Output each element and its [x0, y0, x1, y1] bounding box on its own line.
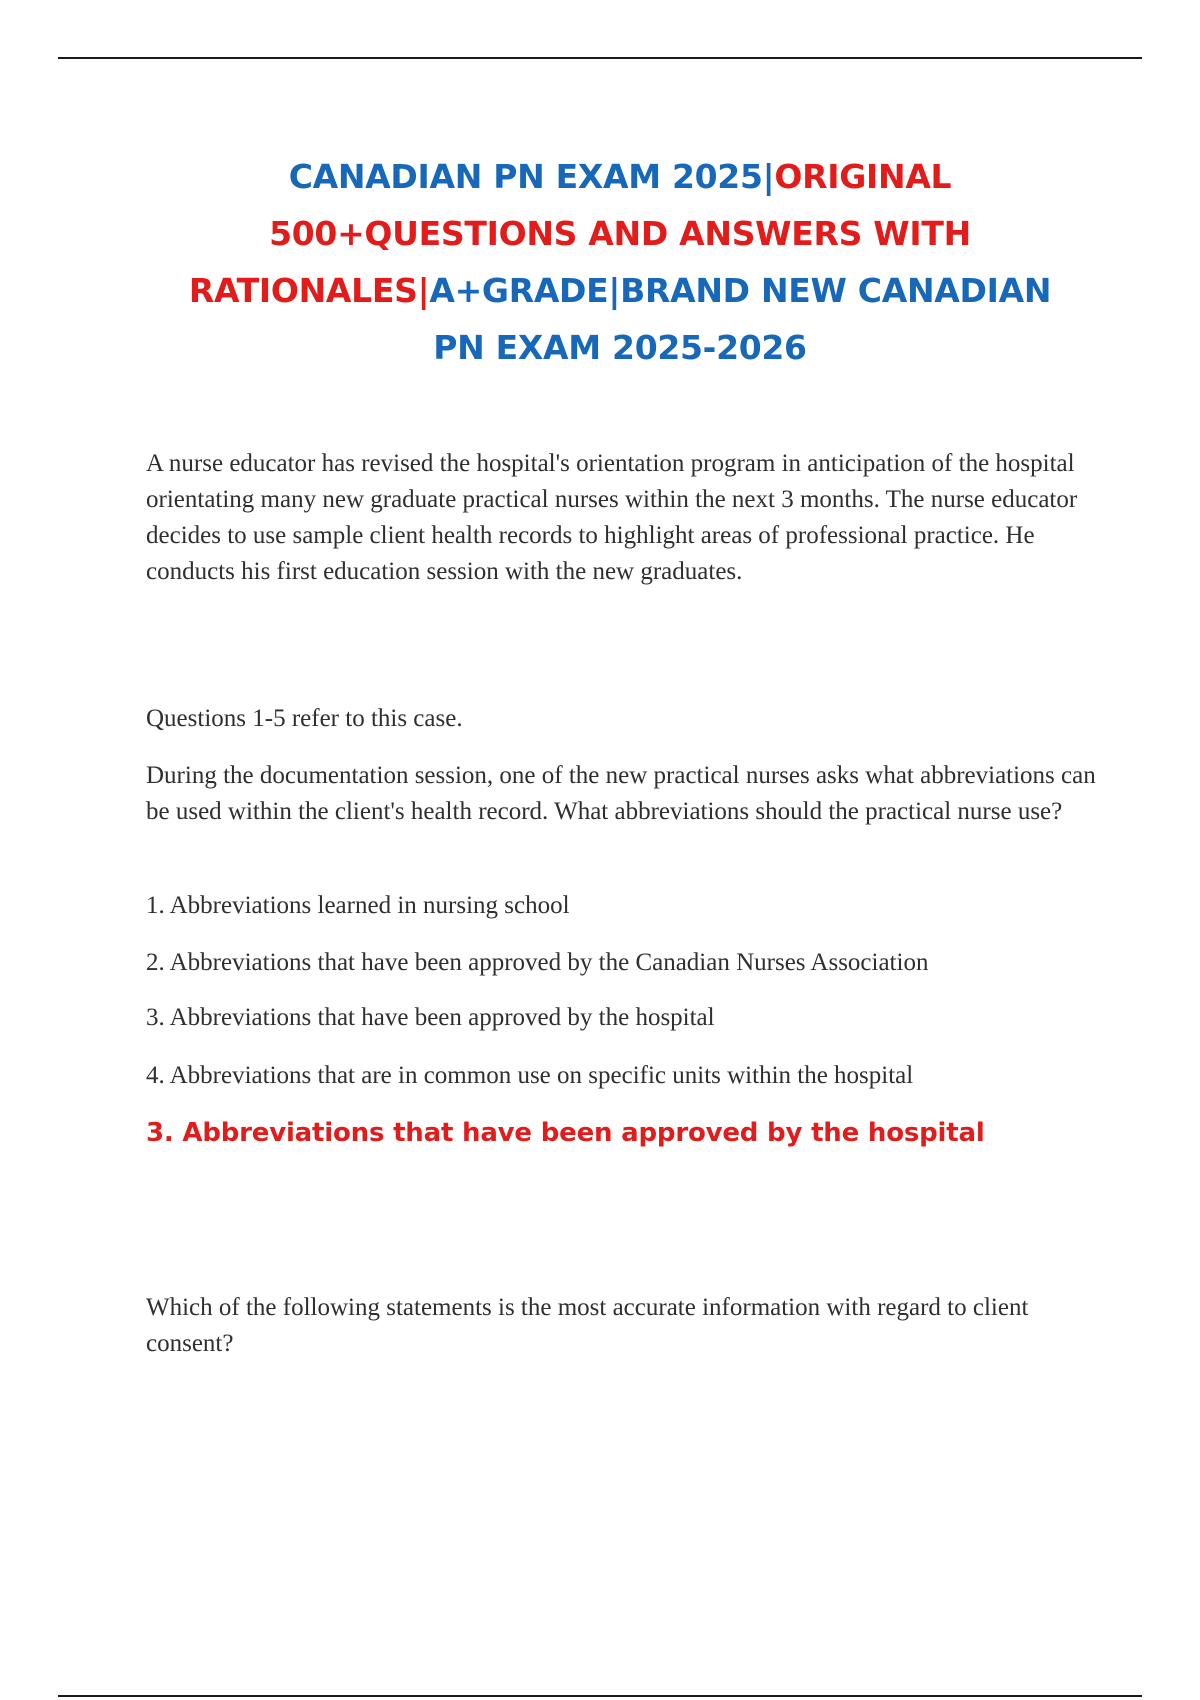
question-stem: Which of the following statements is the most accurate information with regard to client consent?	[146, 1294, 1029, 1357]
title-line-2	[130, 205, 1110, 262]
title-part: 500+QUESTIONS AND ANSWERS WITH	[269, 214, 971, 253]
bottom-rule	[58, 1695, 1142, 1697]
questions-reference: Questions 1-5 refer to this case.	[146, 705, 463, 732]
title-part: PN EXAM 2025-2026	[433, 328, 807, 367]
answer-option-2: 2. Abbreviations that have been approved by the Canadian Nurses Association	[146, 949, 929, 976]
correct-answer: 3. Abbreviations that have been approved by the hospital	[146, 1118, 985, 1148]
answer-option-4: 4. Abbreviations that are in common use on specific units within the hospital	[146, 1062, 914, 1089]
case-paragraph: A nurse educator has revised the hospital's orientation program in anticipation of the hospital orientating many new graduate practical nurses within the next 3 months. The nurse educator decides to use sample client health records to highlight areas of professional practice. He conducts his first education session with the new graduates.	[146, 450, 1078, 585]
title-part: ORIGINAL	[774, 157, 952, 196]
title-line-1	[130, 148, 1110, 205]
title-part: RATIONALES|	[188, 271, 430, 310]
title-line-4	[130, 319, 1110, 376]
title-part: CANADIAN PN EXAM 2025|	[288, 157, 775, 196]
top-rule	[58, 57, 1142, 59]
title-line-3	[130, 262, 1110, 319]
answer-option-3: 3. Abbreviations that have been approved by the hospital	[146, 1004, 715, 1031]
question-stem: During the documentation session, one of the new practical nurses asks what abbreviations can be used within the client's health record. What abbreviations should the practical nurse use?	[146, 762, 1096, 825]
answer-option-1: 1. Abbreviations learned in nursing school	[146, 892, 570, 919]
title-part: A+GRADE|BRAND NEW CANADIAN	[429, 271, 1052, 310]
document-title	[130, 148, 1110, 376]
